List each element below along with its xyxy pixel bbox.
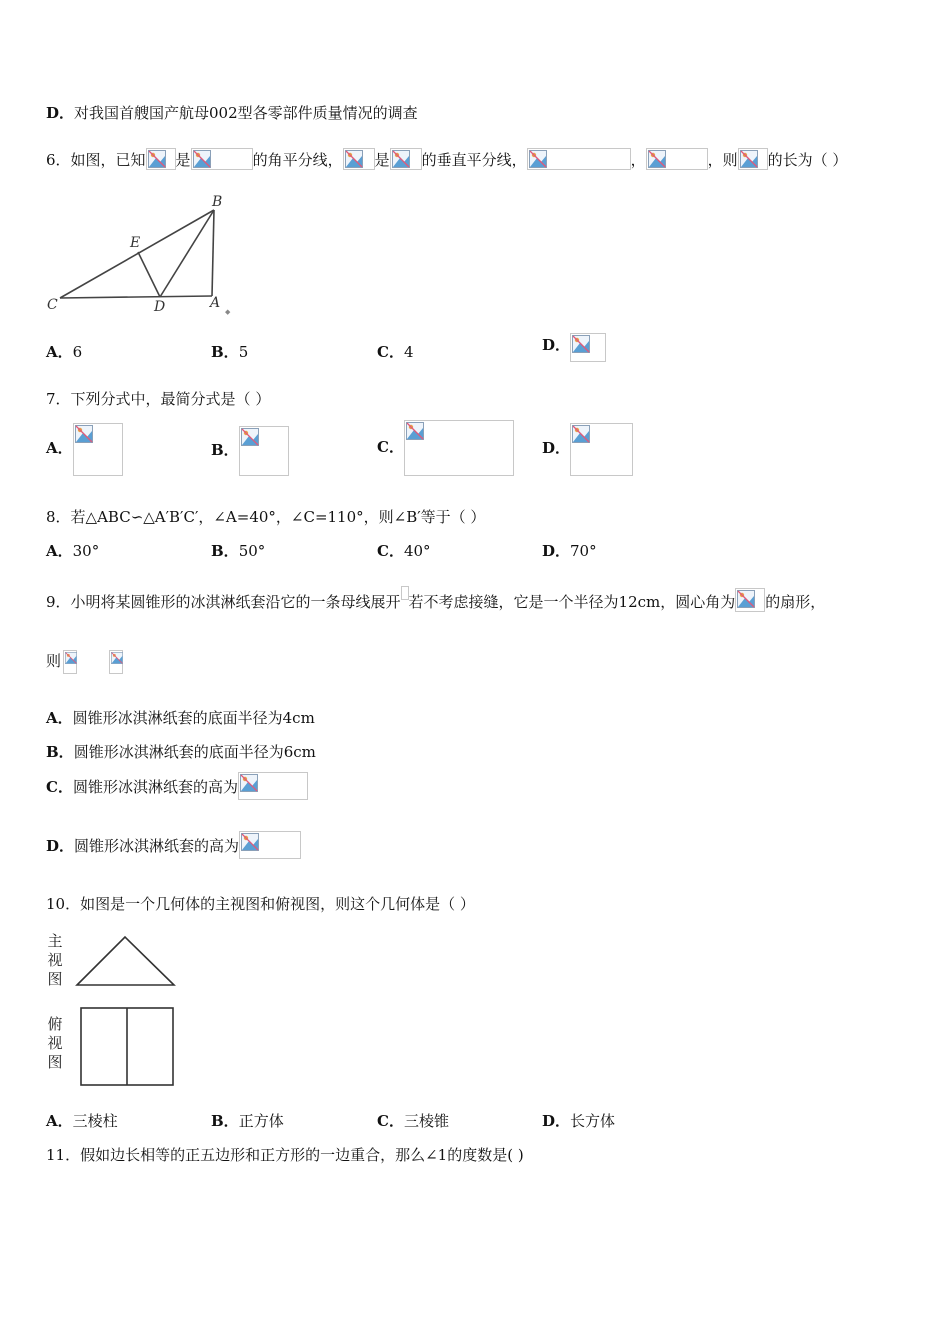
broken-image-icon: [646, 148, 708, 170]
q9-option-d: [46, 831, 301, 861]
broken-image-icon: [527, 148, 631, 170]
broken-image-icon: [404, 420, 514, 476]
q6-triangle-figure: [44, 190, 244, 320]
q9-stem-continued: [46, 648, 123, 674]
q7-option-b: [211, 425, 289, 476]
q10-stem: 10．如图是一个几何体的主视图和俯视图，则这个几何体是（ ）: [46, 895, 475, 913]
option-letter: C．: [377, 343, 404, 361]
label-char: 视: [47, 1034, 63, 1052]
option-text: 30°: [72, 542, 100, 560]
option-text: 40°: [403, 542, 431, 560]
broken-image-icon: [343, 148, 375, 170]
option-letter: B．: [211, 1112, 239, 1130]
q8-option-d: [542, 541, 597, 561]
option-letter: C．: [377, 438, 404, 456]
svg-text:◆: ◆: [225, 308, 231, 316]
broken-image-icon: [238, 772, 308, 800]
front-view-triangle: [74, 934, 178, 988]
broken-image-icon: [735, 588, 765, 612]
stem-text: 是: [175, 151, 191, 169]
option-letter: A．: [46, 542, 73, 560]
q8-stem: 8．若△ABC∽△A′B′C′，∠A=40°，∠C=110°，则∠B′等于（ ）: [46, 508, 486, 526]
q10-option-a: [46, 1111, 118, 1131]
broken-image-icon: [570, 333, 606, 362]
vertex-label-d: D: [154, 299, 166, 315]
option-letter: D．: [542, 439, 571, 457]
option-text: 三棱柱: [72, 1112, 118, 1130]
stem-text: ，: [630, 151, 646, 169]
option-text: 70°: [570, 542, 597, 560]
label-char: 图: [47, 1053, 63, 1071]
q7-option-c: [377, 419, 514, 476]
option-letter: B．: [211, 542, 239, 560]
q8-option-b: [211, 541, 265, 561]
option-letter: D．: [46, 104, 75, 122]
broken-image-icon: [73, 423, 123, 476]
q6-option-c: [377, 342, 414, 362]
option-letter: D．: [542, 1112, 571, 1130]
broken-image-icon: [63, 650, 77, 674]
broken-image-icon: [239, 831, 301, 859]
option-text: 圆锥形冰淇淋纸套的底面半径为4cm: [72, 709, 315, 727]
option-letter: B．: [46, 743, 74, 761]
q6-option-d: [542, 328, 606, 362]
label-char: 图: [47, 970, 63, 988]
stem-text: 若不考虑接缝，它是一个半径为12cm，圆心角为: [408, 593, 736, 611]
q10-option-d: [542, 1111, 615, 1131]
option-text: 三棱锥: [403, 1112, 449, 1130]
vertex-label-a: A: [210, 295, 221, 311]
top-view-rectangle: [79, 1006, 177, 1088]
label-char: 视: [47, 951, 63, 969]
option-text: 长方体: [570, 1112, 616, 1130]
option-text: 对我国首艘国产航母002型各零部件质量情况的调查: [74, 104, 418, 122]
q8-option-a: [46, 541, 99, 561]
broken-image-icon: [191, 148, 253, 170]
stem-text: 则: [46, 652, 62, 670]
q7-option-a: [46, 422, 123, 476]
option-text: 正方体: [238, 1112, 284, 1130]
option-text: 圆锥形冰淇淋纸套的高为: [74, 837, 240, 855]
option-letter: A．: [46, 1112, 73, 1130]
stem-text: 的角平分线，: [252, 151, 343, 169]
q7-stem: 7．下列分式中，最简分式是（ ）: [46, 390, 271, 408]
q9-option-c: [46, 772, 308, 802]
label-char: 主: [47, 932, 63, 950]
stem-text: 的扇形，: [765, 593, 826, 611]
stem-text: 9．小明将某圆锥形的冰淇淋纸套沿它的一条母线展开: [46, 593, 401, 611]
option-letter: A．: [46, 439, 73, 457]
option-letter: D．: [542, 542, 571, 560]
broken-image-icon: [401, 586, 409, 600]
q9-option-b: [46, 742, 316, 762]
option-text: 5: [238, 343, 249, 361]
stem-text: 的垂直平分线，: [421, 151, 527, 169]
q6-option-b: [211, 342, 248, 362]
q9-stem: [46, 588, 825, 612]
vertex-label-c: C: [47, 297, 58, 313]
top-view-label: [46, 1015, 64, 1072]
q5-option-d: [46, 103, 418, 123]
broken-image-icon: [570, 423, 633, 476]
broken-image-icon: [390, 148, 422, 170]
option-text: 50°: [238, 542, 266, 560]
broken-image-icon: [738, 148, 768, 170]
q7-option-d: [542, 422, 633, 476]
q10-option-c: [377, 1111, 449, 1131]
stem-text: ，则: [707, 151, 738, 169]
vertex-label-e: E: [130, 235, 141, 251]
option-text: 圆锥形冰淇淋纸套的底面半径为6cm: [73, 743, 316, 761]
option-letter: D．: [542, 336, 571, 354]
option-letter: A．: [46, 343, 73, 361]
q10-option-b: [211, 1111, 284, 1131]
option-text: 圆锥形冰淇淋纸套的高为: [72, 778, 238, 796]
broken-image-icon: [239, 426, 289, 476]
vertex-label-b: B: [212, 194, 223, 210]
broken-image-icon: [109, 650, 123, 674]
q6-stem: [46, 148, 847, 170]
broken-image-icon: [146, 148, 176, 170]
q11-stem: 11．假如边长相等的正五边形和正方形的一边重合，那么∠1的度数是( ): [46, 1146, 524, 1164]
q6-option-a: [46, 342, 82, 362]
stem-text: 是: [374, 151, 390, 169]
option-letter: C．: [46, 778, 73, 796]
option-letter: A．: [46, 709, 73, 727]
q8-option-c: [377, 541, 431, 561]
option-letter: D．: [46, 837, 75, 855]
stem-text: 6．如图，已知: [46, 151, 146, 169]
option-letter: C．: [377, 542, 404, 560]
q9-option-a: [46, 708, 315, 728]
option-letter: C．: [377, 1112, 404, 1130]
label-char: 俯: [47, 1015, 63, 1033]
stem-text: 的长为（ ）: [767, 151, 848, 169]
option-text: 6: [72, 343, 83, 361]
front-view-label: [46, 932, 64, 989]
option-letter: B．: [211, 343, 239, 361]
option-text: 4: [403, 343, 414, 361]
option-letter: B．: [211, 441, 239, 459]
